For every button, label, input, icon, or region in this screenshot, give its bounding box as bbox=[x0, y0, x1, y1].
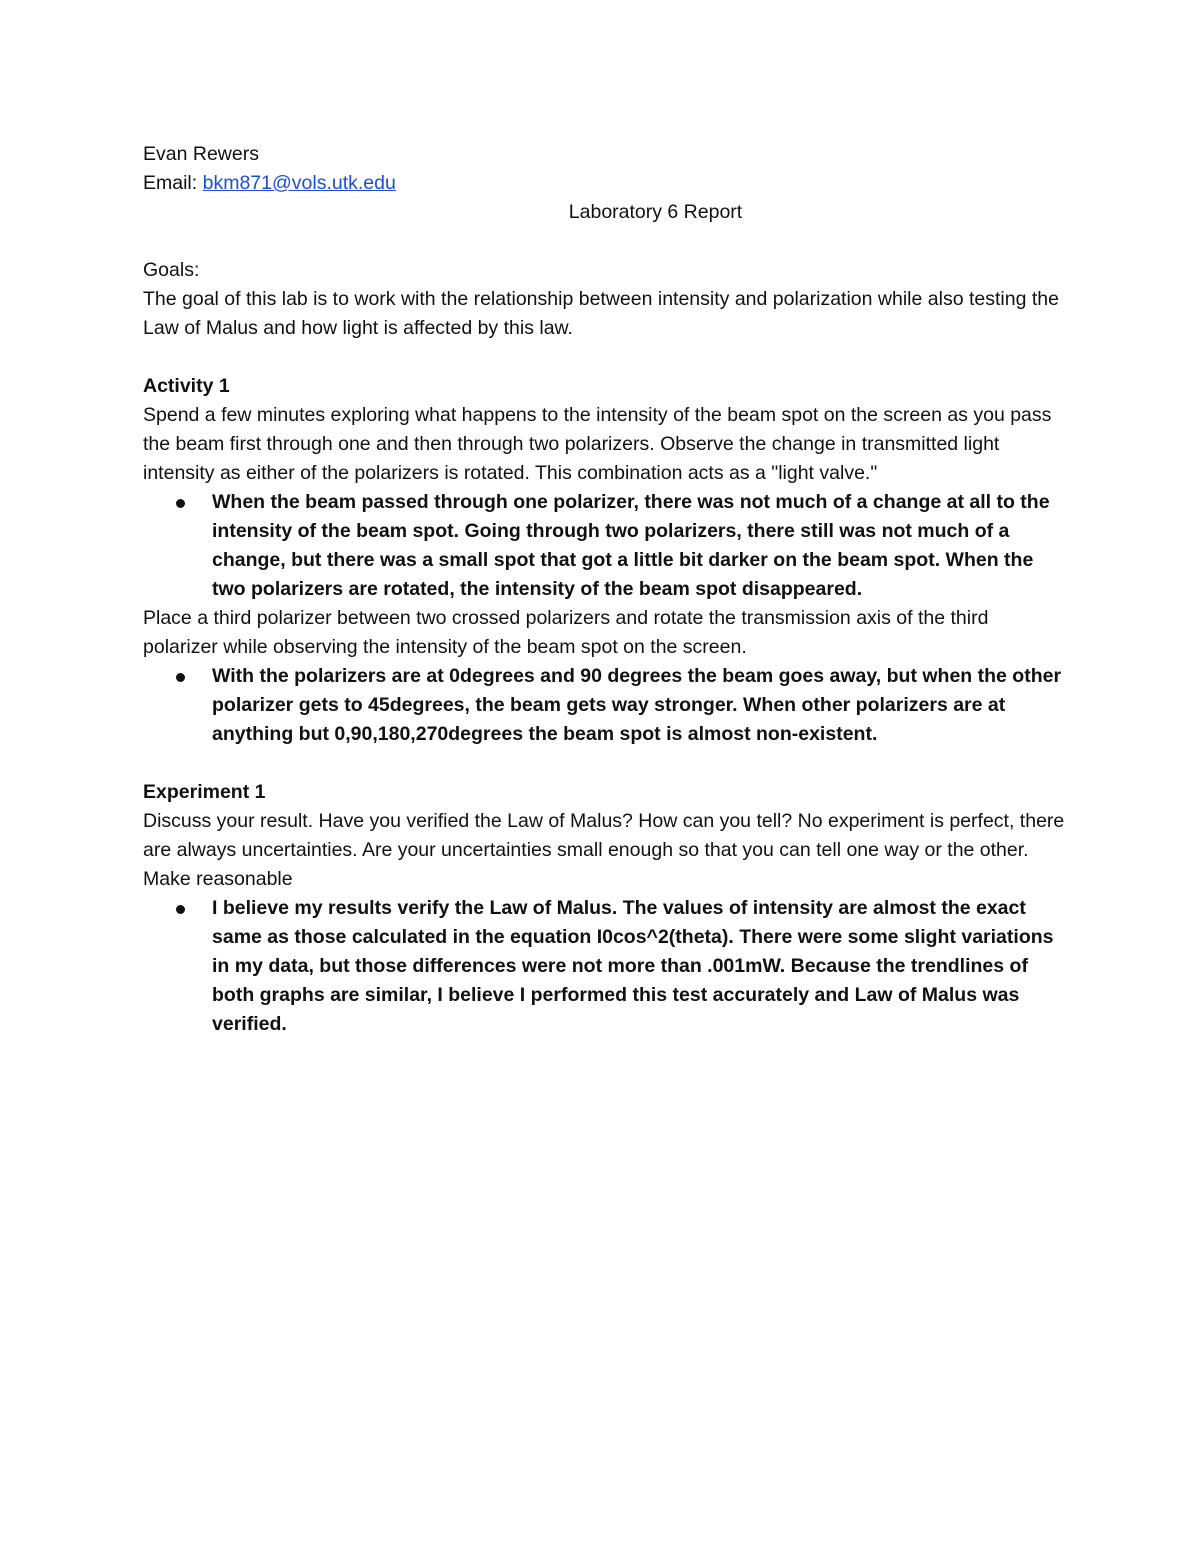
report-title: Laboratory 6 Report bbox=[568, 201, 743, 223]
email-label: Email: bbox=[143, 172, 198, 194]
list-item bbox=[143, 894, 1068, 1039]
goals-text: The goal of this lab is to work with the relationship between intensity and polarization while also testing the Law of Malus and how light is affected by this law. bbox=[143, 288, 1059, 339]
bullet-icon bbox=[176, 905, 185, 914]
document-page bbox=[143, 140, 1068, 1039]
experiment1-answer-list bbox=[143, 894, 1068, 1039]
activity1-heading: Activity 1 bbox=[143, 375, 230, 397]
spacer bbox=[143, 749, 1068, 778]
author-name: Evan Rewers bbox=[143, 143, 259, 165]
list-item bbox=[143, 662, 1068, 749]
activity1-prompt-2: Place a third polarizer between two crossed polarizers and rotate the transmission axis of the third polarizer while observing the intensity of the beam spot on the screen. bbox=[143, 607, 989, 658]
activity1-answer-2: With the polarizers are at 0degrees and 90 degrees the beam goes away, but when the other polarizer gets to 45degrees, the beam gets way stronger. When other polarizers are at anything but 0,90,180,270degrees the beam spot is almost non-existent. bbox=[212, 665, 1062, 745]
spacer bbox=[143, 227, 1068, 256]
spacer bbox=[143, 343, 1068, 372]
activity1-answer-list-2 bbox=[143, 662, 1068, 749]
goals-heading: Goals: bbox=[143, 259, 200, 281]
activity1-prompt-1: Spend a few minutes exploring what happens to the intensity of the beam spot on the screen as you pass the beam first through one and then through two polarizers. Observe the change in transmitted light intensity as either of the polarizers is rotated. This combination acts as a "light valve." bbox=[143, 404, 1052, 484]
activity1-answer-1: When the beam passed through one polarizer, there was not much of a change at all to the intensity of the beam spot. Going through two polarizers, there still was not much of a change, but there was a small spot that got a little bit darker on the beam spot. When the two polarizers are rotated, the intensity of the beam spot disappeared. bbox=[212, 491, 1050, 600]
activity1-answer-list-1 bbox=[143, 488, 1068, 604]
bullet-icon bbox=[176, 499, 185, 508]
email-line bbox=[143, 169, 1068, 198]
bullet-icon bbox=[176, 673, 185, 682]
email-link[interactable]: bkm871@vols.utk.edu bbox=[202, 172, 396, 194]
experiment1-heading: Experiment 1 bbox=[143, 781, 266, 803]
experiment1-prompt: Discuss your result. Have you verified the Law of Malus? How can you tell? No experiment is perfect, there are always uncertainties. Are your uncertainties small enough so that you can tell one way or the other. Make reasonable bbox=[143, 810, 1065, 890]
list-item bbox=[143, 488, 1068, 604]
experiment1-answer: I believe my results verify the Law of Malus. The values of intensity are almost the exact same as those calculated in the equation I0cos^2(theta). There were some slight variations in my data, but those differences were not more than .001mW. Because the trendlines of both graphs are similar, I believe I performed this test accurately and Law of Malus was verified. bbox=[212, 897, 1054, 1035]
